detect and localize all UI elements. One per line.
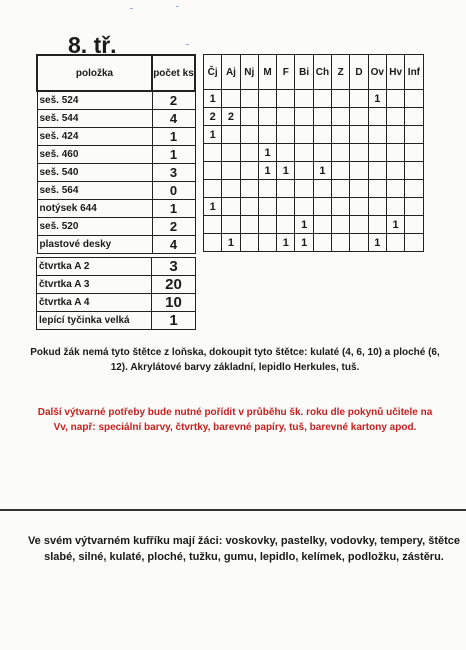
subject-cell <box>386 162 404 180</box>
subject-cell <box>240 108 258 126</box>
table-row <box>204 90 424 108</box>
subject-cell <box>405 108 423 126</box>
scan-speck <box>176 6 179 7</box>
subject-cell <box>222 90 240 108</box>
subject-cell <box>222 198 240 216</box>
subject-cell <box>386 126 404 144</box>
table-row <box>37 128 195 146</box>
subject-cell <box>386 144 404 162</box>
subject-cell <box>332 126 350 144</box>
subject-cell <box>350 198 368 216</box>
subject-cell <box>313 198 331 216</box>
subject-header: Inf <box>405 55 423 90</box>
divider <box>0 509 466 511</box>
subject-cell <box>350 162 368 180</box>
art-case-note: Ve svém výtvarném kufříku mají žáci: voskovky, pastelky, vodovky, tempery, štětce slabé, silné, kulaté, ploché, tužku, gumu, lepidlo, kelímek, podložku, zástěru. <box>27 535 461 563</box>
subject-header: Nj <box>240 55 258 90</box>
subject-header: D <box>350 55 368 90</box>
table-row <box>204 126 424 144</box>
table-row <box>37 218 195 236</box>
table-row <box>204 216 424 234</box>
subject-cell <box>258 108 276 126</box>
table-row <box>204 162 424 180</box>
subject-cell <box>295 90 313 108</box>
item-name: seš. 460 <box>37 146 152 164</box>
page-title: 8. tř. <box>68 32 117 58</box>
item-name: seš. 524 <box>37 91 152 110</box>
item-count: 3 <box>152 164 195 182</box>
subject-cell <box>277 108 295 126</box>
subject-cell <box>204 144 222 162</box>
table-row <box>37 312 196 330</box>
table-row <box>204 198 424 216</box>
subject-cell <box>277 90 295 108</box>
subject-cell: 1 <box>277 234 295 252</box>
table-row <box>37 236 195 254</box>
subject-cell <box>332 162 350 180</box>
subject-cell: 1 <box>204 126 222 144</box>
subject-cell <box>332 234 350 252</box>
subject-cell <box>350 126 368 144</box>
subject-cell <box>204 234 222 252</box>
table-row <box>37 276 196 294</box>
subject-cell: 1 <box>258 162 276 180</box>
subject-cell: 1 <box>313 162 331 180</box>
item-count: 0 <box>152 182 195 200</box>
subject-cell <box>277 126 295 144</box>
item-count: 4 <box>152 236 195 254</box>
subject-cell <box>368 180 386 198</box>
item-name: seš. 424 <box>37 128 152 146</box>
extra-count: 20 <box>152 276 196 294</box>
subject-cell <box>240 126 258 144</box>
subject-header: Ov <box>368 55 386 90</box>
subject-cell: 1 <box>386 216 404 234</box>
subject-cell <box>204 162 222 180</box>
table-row <box>37 258 196 276</box>
subject-cell <box>405 198 423 216</box>
item-name: seš. 520 <box>37 218 152 236</box>
subject-cell <box>350 90 368 108</box>
subject-cell <box>240 90 258 108</box>
subject-cell <box>277 216 295 234</box>
extra-name: čtvrtka A 2 <box>37 258 152 276</box>
subject-cell <box>313 144 331 162</box>
subject-cell: 1 <box>204 90 222 108</box>
subject-cell <box>277 180 295 198</box>
subject-cell <box>405 234 423 252</box>
subject-cell <box>386 234 404 252</box>
subject-cell <box>204 180 222 198</box>
subject-cell: 2 <box>204 108 222 126</box>
subject-cell <box>222 144 240 162</box>
subject-cell <box>332 198 350 216</box>
subject-cell: 1 <box>258 144 276 162</box>
header-item: položka <box>37 55 152 91</box>
subject-cell: 1 <box>368 234 386 252</box>
subject-cell <box>313 90 331 108</box>
subject-cell <box>350 144 368 162</box>
subject-cell <box>258 126 276 144</box>
subject-cell <box>295 198 313 216</box>
subject-header: Bi <box>295 55 313 90</box>
subject-cell: 1 <box>295 216 313 234</box>
item-count: 2 <box>152 91 195 110</box>
subject-cell <box>240 234 258 252</box>
subject-header: F <box>277 55 295 90</box>
subject-cell: 2 <box>222 108 240 126</box>
subject-header: Čj <box>204 55 222 90</box>
subject-cell <box>386 198 404 216</box>
table-row <box>37 182 195 200</box>
item-count: 4 <box>152 110 195 128</box>
subject-cell <box>368 144 386 162</box>
subject-cell <box>405 216 423 234</box>
subject-cell <box>240 198 258 216</box>
table-row <box>37 146 195 164</box>
subject-cell: 1 <box>295 234 313 252</box>
red-note: Další výtvarné potřeby bude nutné pořídit v průběhu šk. roku dle pokynů učitele na Vv, např: speciální barvy, čtvrtky, barevné papíry, tuš, barevné kartony apod. <box>37 407 433 433</box>
table-row <box>204 108 424 126</box>
table-row <box>37 164 195 182</box>
subject-cell <box>405 144 423 162</box>
subject-cell <box>368 162 386 180</box>
subject-header: M <box>258 55 276 90</box>
subject-cell <box>405 162 423 180</box>
subject-cell <box>332 108 350 126</box>
subject-cell <box>240 180 258 198</box>
table-row <box>37 200 195 218</box>
subject-cell <box>222 180 240 198</box>
subject-cell <box>368 108 386 126</box>
item-count: 1 <box>152 128 195 146</box>
item-name: seš. 544 <box>37 110 152 128</box>
subject-cell <box>240 216 258 234</box>
table-row <box>204 180 424 198</box>
subject-cell <box>386 90 404 108</box>
extra-name: čtvrtka A 4 <box>37 294 152 312</box>
item-count: 2 <box>152 218 195 236</box>
item-name: seš. 540 <box>37 164 152 182</box>
subject-cell <box>258 234 276 252</box>
subject-cell <box>295 108 313 126</box>
subject-header: Z <box>332 55 350 90</box>
subject-cell <box>295 144 313 162</box>
subject-cell <box>277 198 295 216</box>
subject-cell <box>405 126 423 144</box>
item-name: seš. 564 <box>37 182 152 200</box>
subject-cell <box>295 162 313 180</box>
subject-cell: 1 <box>277 162 295 180</box>
brushes-note: Pokud žák nemá tyto štětce z loňska, dokoupit tyto štětce: kulaté (4, 6, 10) a ploché (6, 12). Akrylátové barvy základní, lepidlo Herkules, tuš. <box>30 347 440 373</box>
subject-cell <box>332 90 350 108</box>
item-count: 1 <box>152 146 195 164</box>
table-row <box>204 144 424 162</box>
scan-speck <box>130 8 133 9</box>
extra-name: čtvrtka A 3 <box>37 276 152 294</box>
subject-cell <box>258 198 276 216</box>
subject-cell <box>258 216 276 234</box>
subject-cell: 1 <box>222 234 240 252</box>
subject-cell <box>313 216 331 234</box>
header-count: počet ks <box>152 55 195 91</box>
extras-table <box>36 257 196 330</box>
subject-cell <box>350 180 368 198</box>
table-row <box>204 234 424 252</box>
table-row <box>37 294 196 312</box>
table-row <box>37 91 195 110</box>
item-count: 1 <box>152 200 195 218</box>
extra-count: 1 <box>152 312 196 330</box>
subject-header: Aj <box>222 55 240 90</box>
subject-cell <box>313 108 331 126</box>
subject-cell <box>386 108 404 126</box>
subject-cell <box>405 90 423 108</box>
subject-cell <box>222 162 240 180</box>
subject-cell <box>386 180 404 198</box>
subject-cell <box>295 180 313 198</box>
subject-cell <box>258 180 276 198</box>
subject-header: Ch <box>313 55 331 90</box>
extra-count: 3 <box>152 258 196 276</box>
subject-cell <box>332 144 350 162</box>
subject-cell <box>332 180 350 198</box>
item-name: notýsek 644 <box>37 200 152 218</box>
items-table <box>36 54 196 254</box>
scan-speck <box>186 44 189 45</box>
subject-cell <box>313 180 331 198</box>
subject-cell <box>350 234 368 252</box>
subject-cell: 1 <box>368 90 386 108</box>
subject-cell <box>313 126 331 144</box>
subject-cell <box>350 108 368 126</box>
table-row <box>37 110 195 128</box>
subject-cell <box>277 144 295 162</box>
subject-cell <box>240 162 258 180</box>
subject-cell <box>368 198 386 216</box>
extra-name: lepící tyčinka velká <box>37 312 152 330</box>
subject-cell <box>350 216 368 234</box>
subjects-table <box>203 54 424 252</box>
subject-header: Hv <box>386 55 404 90</box>
subject-cell <box>204 216 222 234</box>
subject-cell <box>368 216 386 234</box>
subject-cell <box>368 126 386 144</box>
subject-cell <box>240 144 258 162</box>
subject-cell <box>405 180 423 198</box>
subject-cell: 1 <box>204 198 222 216</box>
subject-cell <box>332 216 350 234</box>
subject-cell <box>222 216 240 234</box>
extra-count: 10 <box>152 294 196 312</box>
subject-cell <box>313 234 331 252</box>
subject-cell <box>222 126 240 144</box>
subject-cell <box>258 90 276 108</box>
item-name: plastové desky <box>37 236 152 254</box>
subject-cell <box>295 126 313 144</box>
